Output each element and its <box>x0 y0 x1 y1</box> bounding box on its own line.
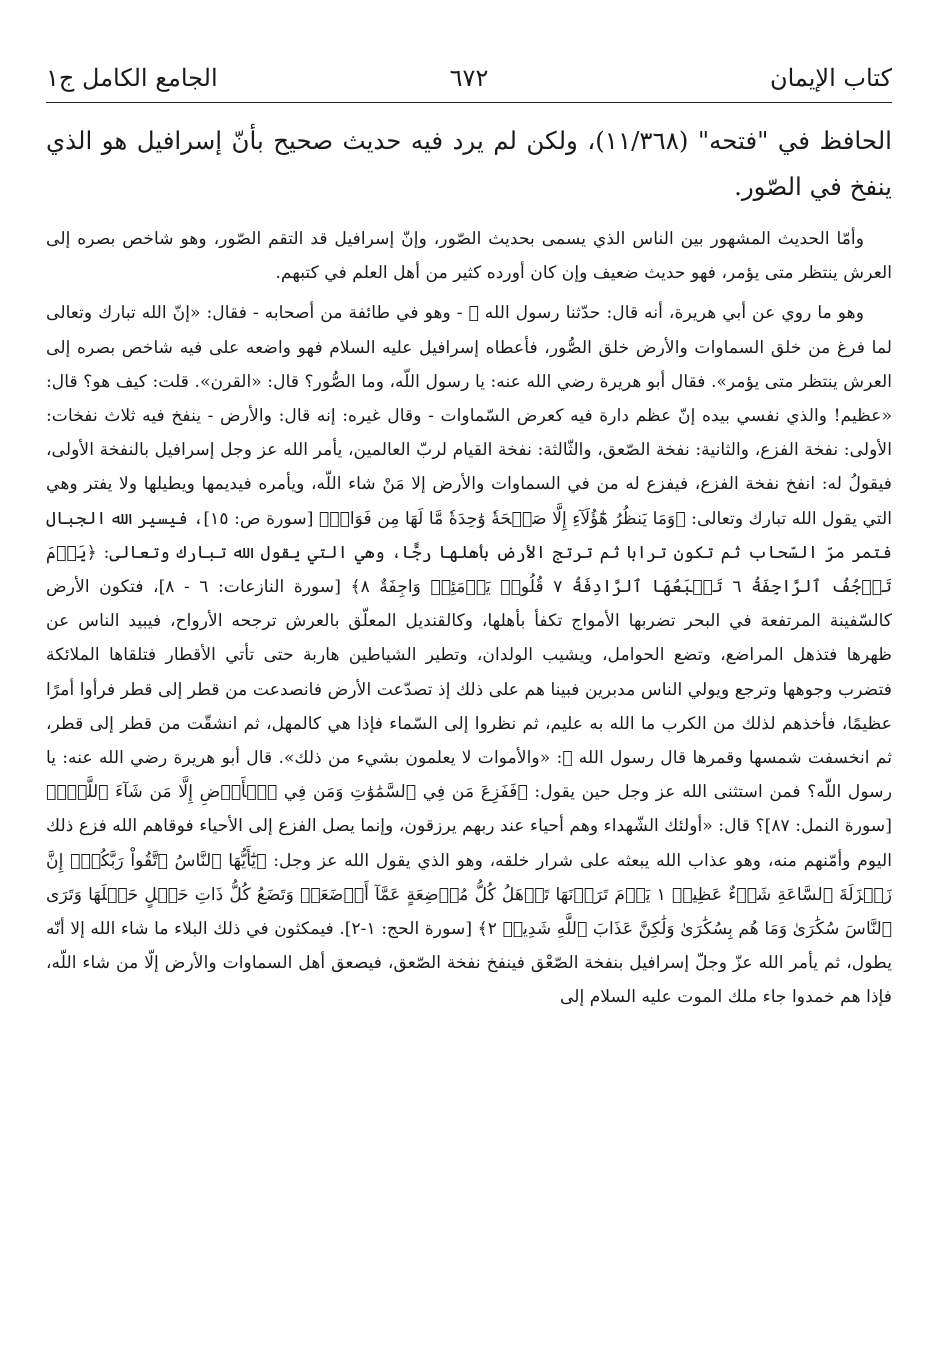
lead-paragraph: الحافظ في "فتحه" (١١/٣٦٨)، ولكن لم يرد فيه حديث صحيح بأنّ إسرافيل هو الذي ينفخ في الصّور. <box>46 126 892 201</box>
page-header <box>46 58 892 98</box>
book-title: الجامع الكامل ج١ <box>46 64 218 92</box>
book-section-title: كتاب الإيمان <box>769 64 892 92</box>
header-divider <box>46 102 892 103</box>
page-number: ٦٧٢ <box>449 64 489 92</box>
paragraph-abu-hurayra-narration: وهو ما روي عن أبي هريرة، أنه قال: حدّثنا رسول الله ﷺ - وهو في طائفة من أصحابه - فقال: «إنّ الله تبارك وتعالى لما فرغ من خلق السماوات والأرض خلق الصُّور، فأعطاه إسرافيل عليه السلام فهو واضعه على فيه شاخص بصره إلى العرش ينتظر متى يؤمر». فقال أبو هريرة رضي الله عنه: يا رسول اللّه، وما الصُّور؟ قال: «القرن». قلت: كيف هو؟ قال: «عظيم! والذي نفسي بيده إنّ عظم دارة فيه كعرض السّماوات - وقال غيره: إنه قال: والأرض - ينفخ فيه ثلاث نفخات: الأولى: نفخة الفزع، والثانية: نفخة الصّعق، والثّالثة: نفخة القيام لربّ العالمين، يأمر الله عز وجل إسرافيل بالنفخة الأولى، فيقولُ له: انفخ نفخة الفزع، فيفزع له من في السماوات والأرض إلا مَنْ شاء اللّه، ويأمره فيديمها ويطيلها ولا يفتر وهي التي يقول الله تبارك وتعالى: ﴿وَمَا يَنظُرُ هَٰٓؤُلَآءِ إِلَّا صَيۡحَةٗ وَٰحِدَةٗ مَّا لَهَا مِن فَوَاقٖ﴾ [سورة ص: ١٥]، فيسير الله الجبال فتمر مرّ السّحاب ثم تكون ترابا ثم ترتج الأرض بأهلها رجًّا، وهي التي يقول الله تبارك وتعالى: ﴿يَوۡمَ تَرۡجُفُ ٱلرَّاجِفَةُ ٦ تَتۡبَعُهَا ٱلرَّادِفَةُ ٧ قُلُوبٞ يَوۡمَئِذٖ وَاجِفَةٌ ٨﴾ [سورة النازعات: ٦ - ٨]، فتكون الأرض كالسّفينة المرتفعة في البحر تضربها الأمواج تكفأ بأهلها، وكالقنديل المعلّق بالعرش ترجحه الأرواح، فيبيد الناس عن ظهرها فتذهل المراضع، وتضع الحوامل، ويشيب الولدان، وتطير الشياطين هاربة حتى تأتي الأقطار فتلقاها الملائكة فتضرب وجوهها وترجع ويولي الناس مدبرين فبينا هم على ذلك إذ تصدّعت الأرض فانصدعت من قطر إلى قطر فرأوا أمرًا عظيمًا، فأخذهم لذلك من الكرب ما الله به عليم، ثم نظروا إلى السّماء فإذا هي كالمهل، ثم انشقّت من قطر إلى قطر، ثم انخسفت شمسها وقمرها قال رسول الله ﷺ: «والأموات لا يعلمون بشيء من ذلك». قال أبو هريرة رضي الله عنه: يا رسول اللّه؟ فمن استثنى الله عز وجل حين يقول: ﴿فَفَزِعَ مَن فِي ٱلسَّمَٰوَٰتِ وَمَن فِي ٱلۡأَرۡضِ إِلَّا مَن شَآءَ ٱللَّهُۚ﴾ [سورة النمل: ٨٧]؟ قال: «أولئك الشّهداء وهم أحياء عند ربهم يرزقون، وإنما يصل الفزع إلى الأحياء فوقاهم الله فزع ذلك اليوم وأمّنهم منه، وهو عذاب الله يبعثه على شرار خلقه، وهو الذي يقول الله عز وجل: ﴿يَٰٓأَيُّهَا ٱلنَّاسُ ٱتَّقُواْ رَبَّكُمۡۚ إِنَّ زَلۡزَلَةَ ٱلسَّاعَةِ شَيۡءٌ عَظِيمٞ ١ يَوۡمَ تَرَوۡنَهَا تَذۡهَلُ كُلُّ مُرۡضِعَةٍ عَمَّآ أَرۡضَعَتۡ وَتَضَعُ كُلُّ ذَاتِ حَمۡلٍ حَمۡلَهَا وَتَرَى ٱلنَّاسَ سُكَٰرَىٰ وَمَا هُم بِسُكَٰرَىٰ وَلَٰكِنَّ عَذَابَ ٱللَّهِ شَدِيدٞ ٢﴾ [سورة الحج: ١-٢]. فيمكثون في ذلك البلاء ما شاء الله إلا أنّه يطول، ثم يأمر الله عزّ وجلّ إسرافيل بنفخة الصّعْق فينفخ نفخة الصّعق، فيصعق أهل السماوات والأرض إلّا من شاء اللّه، فإذا هم خمدوا جاء ملك الموت عليه السلام إلى <box>46 303 893 1008</box>
paragraph-hadith-sur: وأمّا الحديث المشهور بين الناس الذي يسمى بحديث الصّور، وإنّ إسرافيل قد التقم الصّور، وهو شاخص بصره إلى العرش ينتظر متى يؤمر، فهو حديث ضعيف وإن كان أورده كثير من أهل العلم في كتبهم. <box>46 229 892 284</box>
body-text <box>46 222 892 1021</box>
